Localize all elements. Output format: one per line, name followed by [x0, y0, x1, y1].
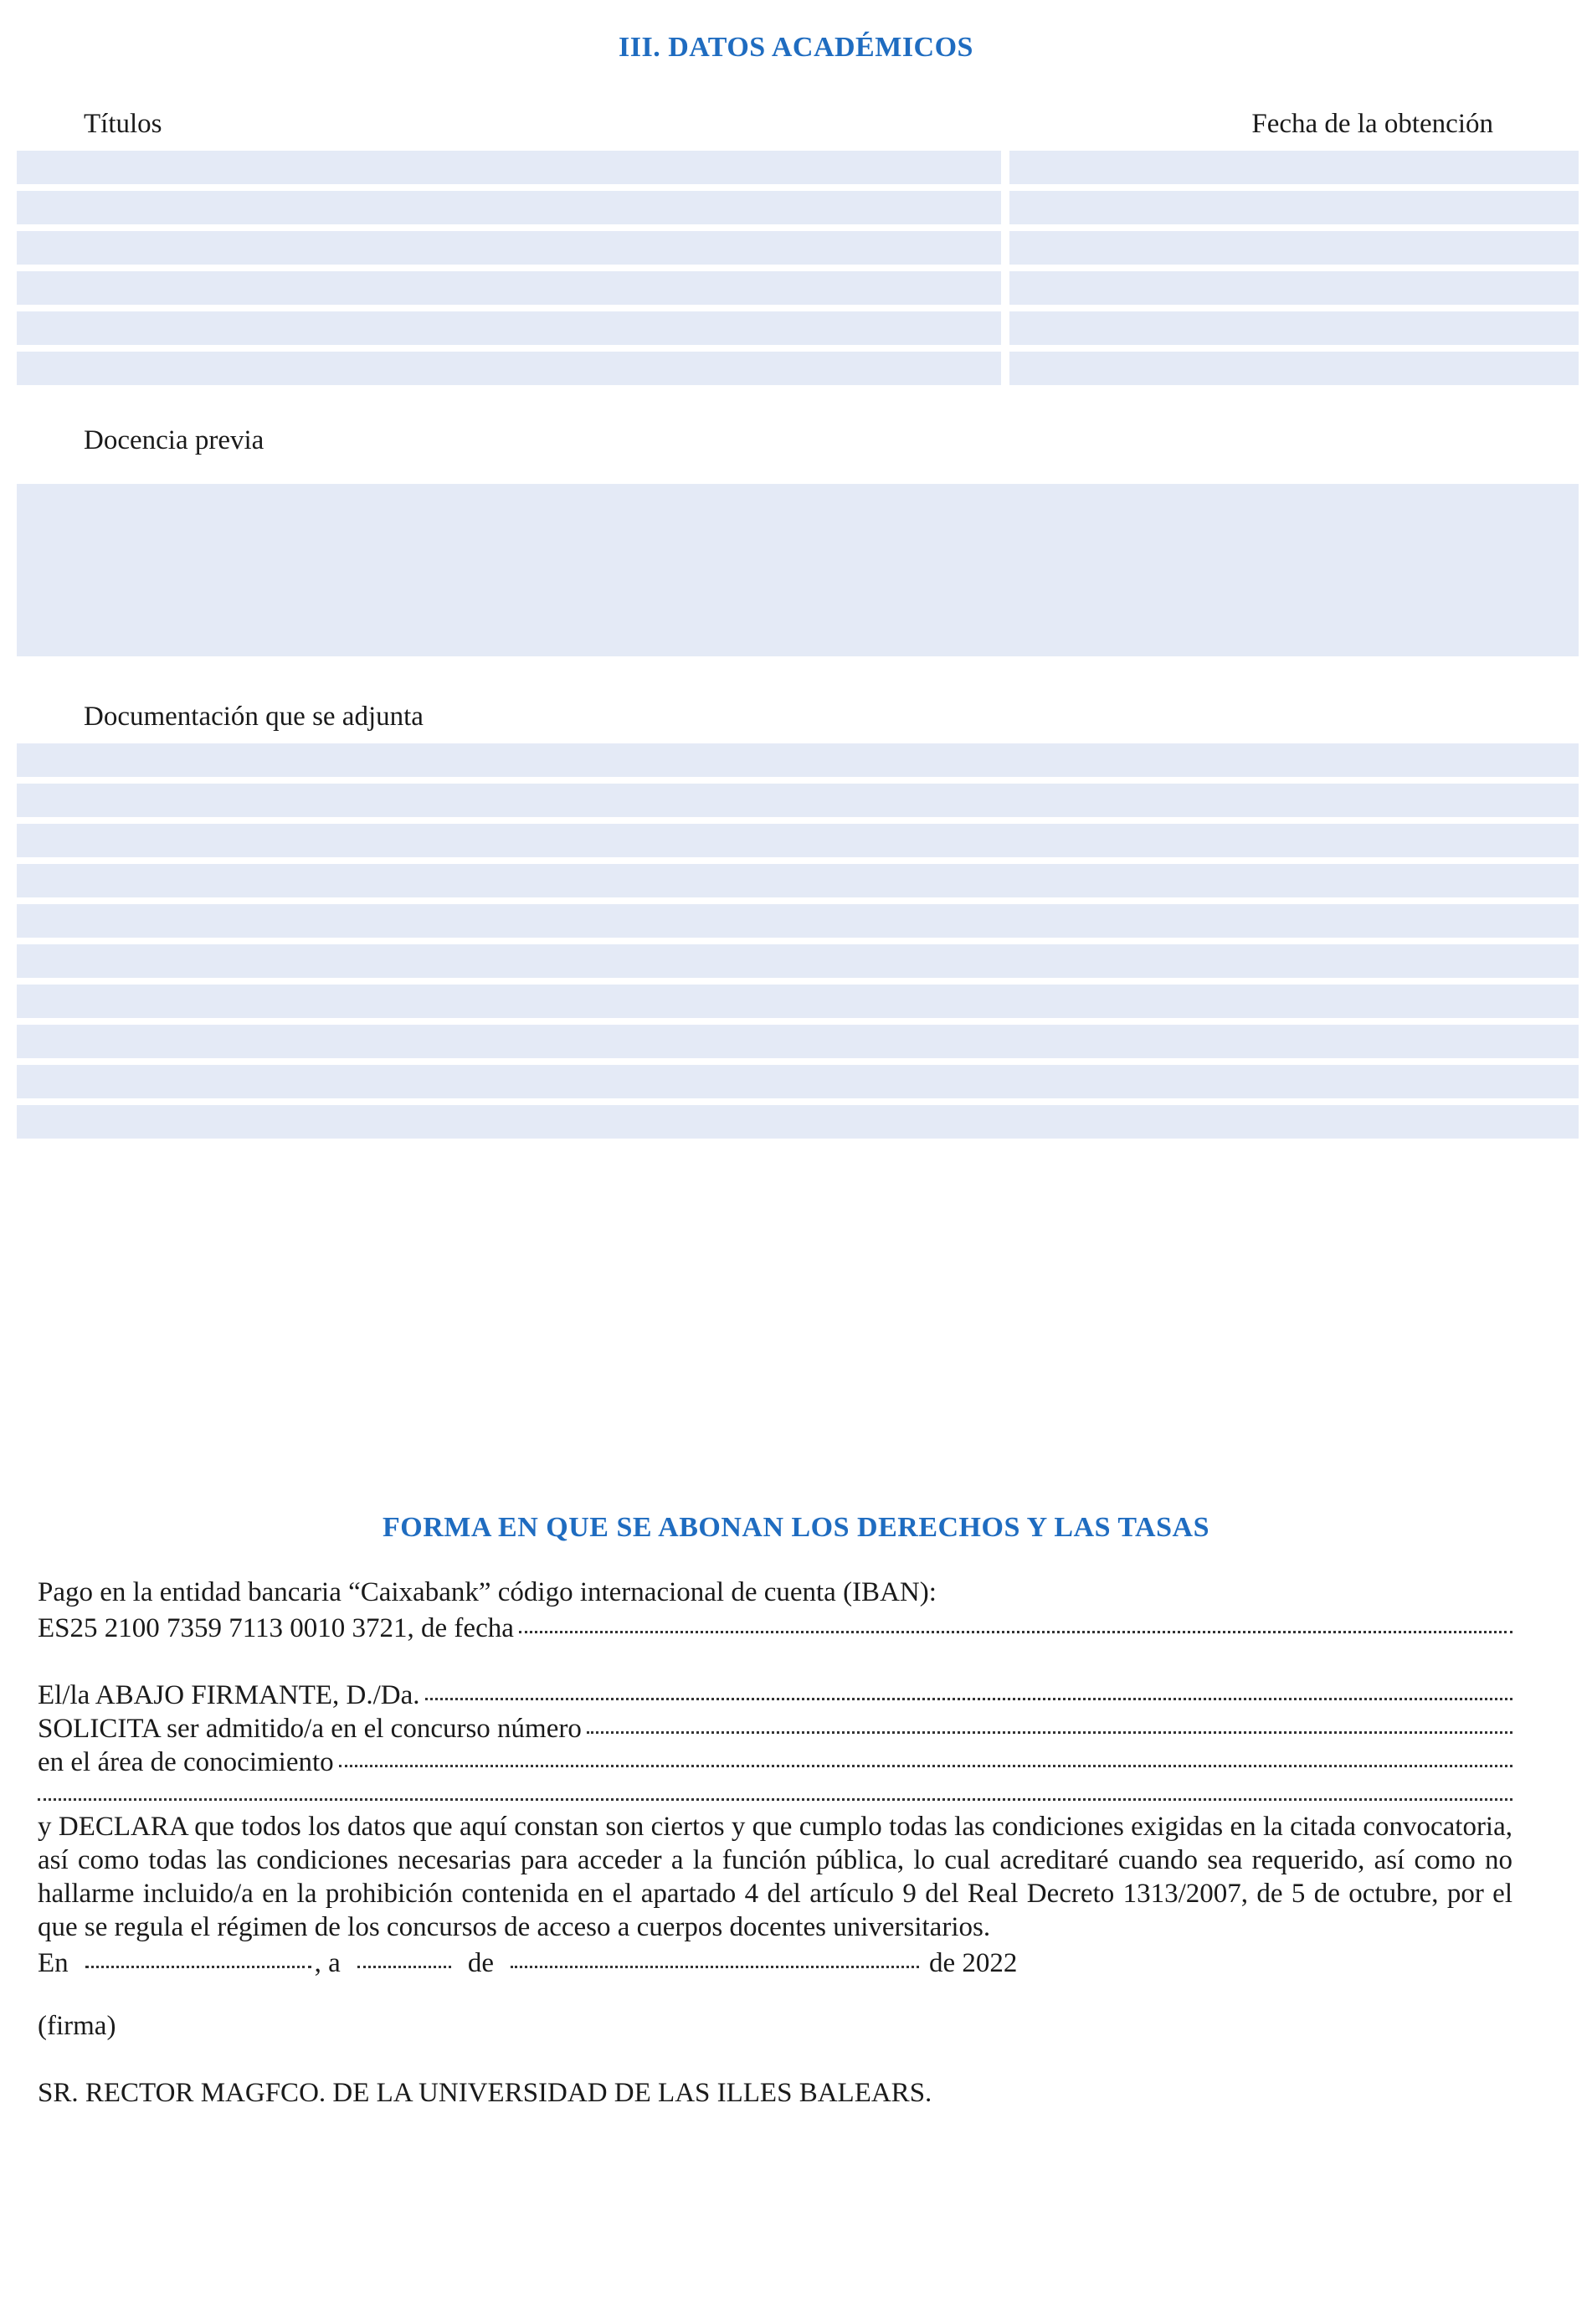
iban-line-text: ES25 2100 7359 7113 0010 3721, de fecha: [38, 1613, 514, 1643]
documentation-field-7[interactable]: [17, 985, 1579, 1018]
knowledge-area-blank[interactable]: [339, 1740, 1512, 1767]
title-field-6[interactable]: [17, 352, 1001, 385]
prior-teaching-field[interactable]: [17, 484, 1579, 656]
place-date-line: [38, 1944, 1017, 1980]
documentation-field-5[interactable]: [17, 904, 1579, 938]
declaration-paragraph: y DECLARA que todos los datos que aquí constan son ciertos y que cumplo todas las condiciones exigidas en la citada convocatoria, así como todas las condiciones necesarias para acceder a la función pública, lo cual acreditaré cuando sea requerido, así como no hallarme incluido/a en la prohibición contenida en el apartado 4 del artículo 9 del Real Decreto 1313/2007, de 5 de octubre, por el que se regula el régimen de los concursos de acceso a cuerpos docentes universitarios.: [38, 1812, 1512, 1942]
academic-section-heading: III. DATOS ACADÉMICOS: [619, 32, 973, 63]
documentation-field-10[interactable]: [17, 1105, 1579, 1139]
month-blank[interactable]: [511, 1941, 919, 1968]
documentation-field-2[interactable]: [17, 784, 1579, 817]
documentation-field-8[interactable]: [17, 1025, 1579, 1058]
addressee-line: SR. RECTOR MAGFCO. DE LA UNIVERSIDAD DE LAS ILLES BALEARS.: [38, 2078, 932, 2108]
prior-teaching-label: Docencia previa: [84, 425, 264, 455]
bank-line-text: Pago en la entidad bancaria “Caixabank” código internacional de cuenta (IBAN):: [38, 1577, 937, 1607]
signer-name-blank[interactable]: [425, 1673, 1513, 1700]
request-line-text: SOLICITA ser admitido/a en el concurso número: [38, 1714, 582, 1744]
documentation-field-6[interactable]: [17, 944, 1579, 978]
payment-date-blank[interactable]: [519, 1606, 1512, 1633]
date-column-label: Fecha de la obtención: [1251, 109, 1493, 139]
knowledge-area-blank-2[interactable]: [38, 1773, 1512, 1801]
area-line-text: en el área de conocimiento: [38, 1747, 334, 1777]
signature-label: (firma): [38, 2011, 116, 2041]
documentation-field-1[interactable]: [17, 743, 1579, 777]
title-field-5[interactable]: [17, 311, 1001, 345]
documentation-field-3[interactable]: [17, 824, 1579, 857]
title-field-1[interactable]: [17, 151, 1001, 184]
place-prefix: En: [38, 1948, 69, 1978]
contest-number-blank[interactable]: [587, 1706, 1512, 1734]
date-field-4[interactable]: [1009, 271, 1579, 305]
date-field-2[interactable]: [1009, 191, 1579, 224]
titles-column-label: Títulos: [84, 109, 162, 139]
title-field-4[interactable]: [17, 271, 1001, 305]
documentation-field-4[interactable]: [17, 864, 1579, 897]
day-blank[interactable]: [357, 1941, 451, 1968]
place-de: de: [467, 1948, 494, 1978]
place-a: , a: [314, 1948, 341, 1978]
iban-line: [38, 1609, 1512, 1645]
date-field-3[interactable]: [1009, 231, 1579, 265]
documentation-label: Documentación que se adjunta: [84, 702, 424, 732]
payment-section-heading: FORMA EN QUE SE ABONAN LOS DERECHOS Y LAS TASAS: [383, 1512, 1209, 1543]
place-blank[interactable]: [85, 1941, 311, 1968]
date-field-5[interactable]: [1009, 311, 1579, 345]
bank-line: [38, 1576, 1512, 1609]
title-field-3[interactable]: [17, 231, 1001, 265]
title-field-2[interactable]: [17, 191, 1001, 224]
signer-line-text: El/la ABAJO FIRMANTE, D./Da.: [38, 1680, 420, 1710]
date-field-1[interactable]: [1009, 151, 1579, 184]
date-field-6[interactable]: [1009, 352, 1579, 385]
area-continuation-line: [38, 1776, 1512, 1804]
place-year: de 2022: [928, 1948, 1018, 1978]
documentation-field-9[interactable]: [17, 1065, 1579, 1098]
